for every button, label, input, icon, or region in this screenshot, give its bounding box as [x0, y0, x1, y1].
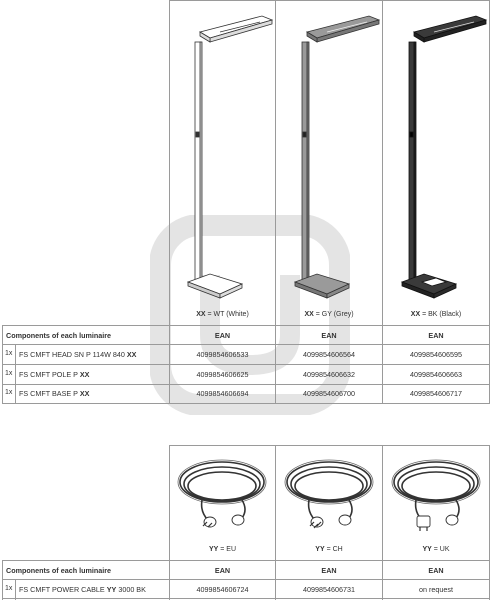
floor-lamp-white-image: [170, 2, 274, 302]
ean-cell: on request: [419, 585, 453, 594]
variant-caption-grey: XX = GY (Grey): [304, 311, 354, 318]
floor-lamp-grey-image: [277, 2, 381, 302]
ean-cell: 4099854606700: [303, 389, 355, 398]
ean-cell: 4099854606717: [410, 389, 462, 398]
component-name: FS CMFT POLE P XX: [19, 370, 90, 379]
component-name: FS CMFT HEAD SN P 114W 840 XX: [19, 350, 137, 359]
ean-cell: 4099854606625: [196, 370, 249, 379]
qty-cell: 1x: [5, 350, 13, 357]
power-cable-uk-image: [386, 452, 486, 532]
ean-cell: 4099854606663: [410, 370, 462, 379]
ean-header-3: EAN: [428, 566, 444, 575]
ean-cell: 4099854606533: [196, 350, 249, 359]
cable-caption-uk: YY = UK: [422, 546, 450, 553]
variant-caption-black: XX = BK (Black): [410, 311, 462, 318]
floor-lamp-black-image: [384, 2, 488, 302]
ean-header-1: EAN: [214, 331, 231, 340]
ean-header-3: EAN: [428, 331, 444, 340]
component-name: FS CMFT BASE P XX: [19, 389, 90, 398]
qty-cell: 1x: [5, 389, 13, 396]
ean-cell: 4099854606632: [303, 370, 355, 379]
power-cable-ch-image: [279, 452, 379, 532]
ean-cell: 4099854606694: [196, 389, 249, 398]
qty-cell: 1x: [5, 585, 13, 592]
ean-header-1: EAN: [214, 566, 231, 575]
ean-cell: 4099854606724: [196, 585, 249, 594]
components-header: Components of each luminaire: [6, 566, 112, 575]
cable-caption-eu: YY = EU: [208, 546, 237, 553]
cable-caption-ch: YY = CH: [315, 546, 343, 553]
ean-header-2: EAN: [321, 331, 337, 340]
power-cable-eu-image: [172, 452, 272, 532]
components-header: Components of each luminaire: [6, 331, 112, 340]
ean-header-2: EAN: [321, 566, 337, 575]
ean-cell: 4099854606731: [303, 585, 355, 594]
component-name: FS CMFT POWER CABLE YY 3000 BK: [19, 585, 146, 594]
qty-cell: 1x: [5, 370, 13, 377]
ean-cell: 4099854606564: [303, 350, 355, 359]
ean-cell: 4099854606595: [410, 350, 462, 359]
variant-caption-white: XX = WT (White): [196, 311, 249, 318]
